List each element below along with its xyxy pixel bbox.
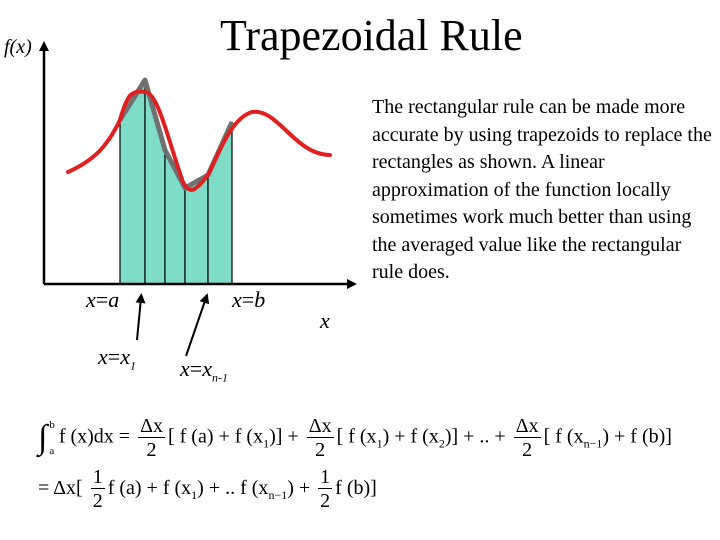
fraction-dx-over-2: $\frac{\Delta x}{2}$ xyxy=(308,414,332,461)
x1-pointer-arrow xyxy=(137,298,141,340)
label-x-b: x=b xyxy=(232,287,266,312)
fraction-one-half: $\frac{1}{2}$ xyxy=(320,466,331,512)
fraction-dx-over-2: $\frac{\Delta x}{2}$ xyxy=(515,414,539,461)
label-x-a: x=a xyxy=(86,287,120,312)
formula-trapezoidal-sum: ∫ b a f (x)dx = $\frac{\Delta x}{2}$ [ f (a) + f $(x_1)$] + $\frac{\Delta x}{2}$ [ f $(x_1) + f$ $(x_2)$] + .. + $\frac{\Delta x}{2}$ [ f $(x_{n-1}) + f$ (b)] xyxy=(38,412,672,464)
function-curve xyxy=(68,92,330,190)
label-x-1: $x=x_1$ xyxy=(98,344,136,373)
xn1-pointer-arrow xyxy=(186,298,206,356)
page-title: Trapezoidal Rule xyxy=(220,11,523,60)
trapezoid-strip xyxy=(185,175,208,284)
x-axis-label: x xyxy=(320,308,330,333)
description-text: The rectangular rule can be made more accurate by using trapezoids to replace the rectangles as shown. A linear approximation of the function locally sometimes work much better than using the averaged value like the rectangular rule does. xyxy=(372,96,712,283)
integral-sign: ∫ xyxy=(38,419,48,456)
fraction-one-half: $\frac{1}{2}$ xyxy=(92,466,103,512)
y-axis-label: f(x) xyxy=(4,36,32,58)
formula-simplified: = Δx[ $\frac{1}{2}$ f (a) + f $(x_1)$ + .. f $(x_{n-1})$ + $\frac{1}{2}$ f (b)] xyxy=(38,466,377,512)
integral-limits: b a xyxy=(49,419,55,457)
label-x-n-minus-1: $x=x_{n-1}$ xyxy=(180,356,228,385)
fraction-dx-over-2: $\frac{\Delta x}{2}$ xyxy=(140,414,163,461)
